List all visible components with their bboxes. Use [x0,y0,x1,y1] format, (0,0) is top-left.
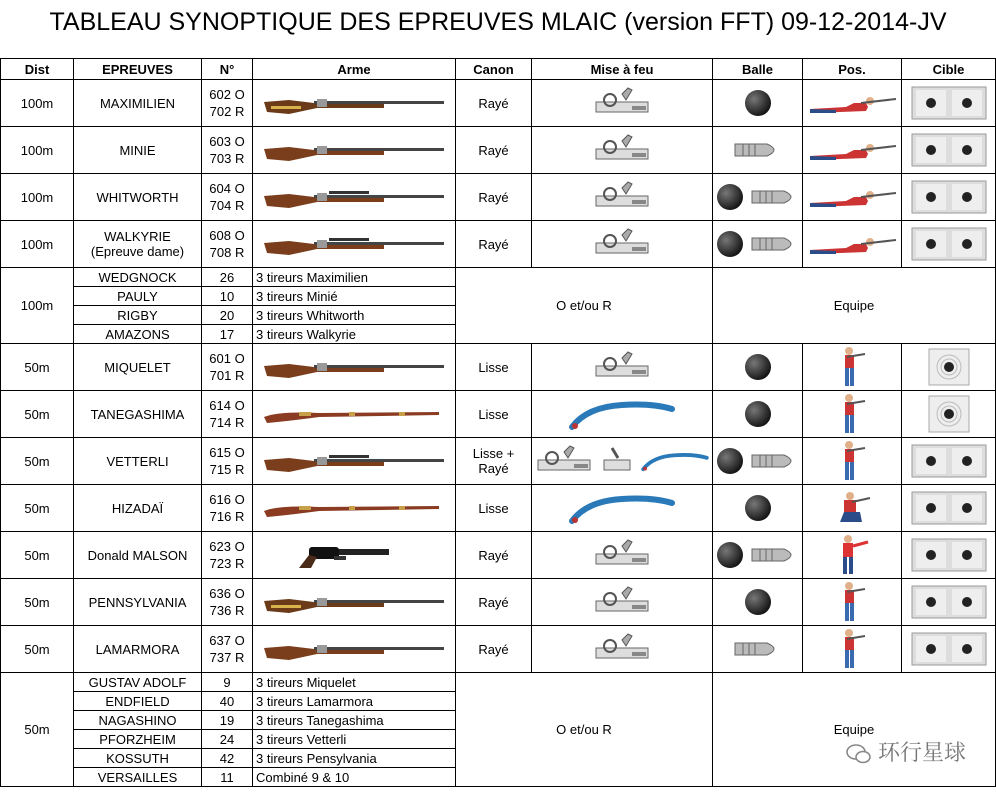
canon-text: Rayé [478,189,509,205]
team-event-desc: 3 tireurs Miquelet [253,673,456,692]
team-event-number: 11 [202,768,253,787]
team-event-number: 20 [202,306,253,325]
team-event-desc: 3 tireurs Lamarmora [253,692,456,711]
dist-cell: 50m [1,391,74,438]
team-event-name: AMAZONS [74,325,202,344]
team-event-name: RIGBY [74,306,202,325]
header-row [1,59,996,80]
rifle-brown-icon [259,634,449,664]
ball-cell [713,80,803,127]
team-event-name: VERSAILLES [74,768,202,787]
double-target-icon [910,85,988,121]
event-number-r: 702 R [209,104,245,119]
pistol-shooter-icon [834,534,870,576]
arme-cell [253,438,456,485]
event-row [1,127,996,174]
arme-cell [253,626,456,673]
header-epreuves: EPREUVES [74,59,202,80]
event-row [1,485,996,532]
header-cible: Cible [902,59,996,80]
event-name-cell [74,438,202,485]
event-name-cell [74,532,202,579]
fire-cell [532,532,713,579]
dist-cell: 100m [1,174,74,221]
event-number-r: 708 R [209,245,245,260]
pos-cell [803,221,902,268]
event-number-cell [202,532,253,579]
target-cell [902,127,996,174]
arme-cell [253,221,456,268]
fire-cell [532,174,713,221]
canon-cell [456,127,532,174]
pos-cell [803,579,902,626]
pos-cell [803,438,902,485]
minie-bullet-icon [750,545,800,565]
team-event-name: KOSSUTH [74,749,202,768]
event-number-o: 608 O [209,228,245,243]
target-cell [902,344,996,391]
event-number-o: 614 O [209,398,245,413]
standing-shooter-icon [837,581,867,623]
target-cell [902,221,996,268]
fire-cell [532,344,713,391]
team-event-number: 40 [202,692,253,711]
event-number-o: 615 O [209,445,245,460]
event-number-cell [202,174,253,221]
canon-text: Lisse [478,406,509,422]
minie-bullet-icon [750,234,800,254]
rifle-scope-icon [259,182,449,212]
round-ball-icon [715,540,745,570]
double-target-icon [910,179,988,215]
revolver-icon [259,540,449,570]
event-name-cell [74,391,202,438]
target-cell [902,626,996,673]
canon-cell [456,174,532,221]
team-event-row [1,268,996,287]
canon-cell [456,438,532,485]
arme-cell [253,174,456,221]
ball-cell [713,221,803,268]
single-target-icon [927,347,971,387]
double-target-icon [910,226,988,262]
round-ball-icon [743,88,773,118]
event-number-r: 716 R [209,509,245,524]
event-number-o: 623 O [209,539,245,554]
team-event-number: 42 [202,749,253,768]
prone-shooter-icon [806,185,898,209]
event-name: WHITWORTH [96,189,179,205]
arme-cell [253,344,456,391]
team-event-desc: Combiné 9 & 10 [253,768,456,787]
rifle-brown-icon [259,135,449,165]
ball-cell [713,127,803,174]
target-cell [902,174,996,221]
event-row [1,438,996,485]
event-number-cell [202,221,253,268]
event-name: PENNSYLVANIA [88,594,187,610]
arme-cell [253,80,456,127]
fire-cell [532,127,713,174]
event-number-r: 736 R [209,603,245,618]
event-number-o: 604 O [209,181,245,196]
team-event-desc: 3 tireurs Walkyrie [253,325,456,344]
match-cord-icon [567,491,677,525]
target-cell [902,80,996,127]
pos-cell [803,485,902,532]
team-event-number: 9 [202,673,253,692]
fire-cell [532,485,713,532]
dist-cell: 50m [1,626,74,673]
canon-text: Rayé [478,641,509,657]
team-event-name: ENDFIELD [74,692,202,711]
lock-icon [592,538,652,572]
canon-text: Lisse + [472,446,515,461]
lock-icon [592,585,652,619]
event-number-cell [202,626,253,673]
canon-cell [456,485,532,532]
event-number-o: 616 O [209,492,245,507]
team-event-desc: 3 tireurs Vetterli [253,730,456,749]
watermark-text: 环行星球 [877,741,966,766]
pos-cell [803,174,902,221]
standing-shooter-icon [837,440,867,482]
watermark [846,736,966,767]
event-name: WALKYRIE [104,229,171,244]
lock-icon [592,350,652,384]
team-event-name: WEDGNOCK [74,268,202,287]
team-canon-cell: O et/ou R [456,673,713,787]
event-number-r: 714 R [209,415,245,430]
arme-cell [253,391,456,438]
dist-cell: 50m [1,579,74,626]
canon-cell [456,532,532,579]
arme-cell [253,485,456,532]
ball-cell [713,485,803,532]
event-name-cell [74,344,202,391]
round-ball-icon [715,229,745,259]
dist-cell: 50m [1,438,74,485]
team-event-row [1,673,996,692]
event-name-cell [74,221,202,268]
event-row [1,221,996,268]
header-no: N° [202,59,253,80]
team-event-number: 19 [202,711,253,730]
minie-bullet-icon [733,140,783,160]
standing-shooter-icon [837,393,867,435]
pos-cell [803,532,902,579]
event-number-cell [202,127,253,174]
round-ball-icon [743,352,773,382]
arme-cell [253,127,456,174]
event-name-cell [74,127,202,174]
event-name: LAMARMORA [95,641,180,657]
team-event-number: 24 [202,730,253,749]
canon-text: Rayé [478,95,509,111]
kneeling-shooter-icon [832,490,872,526]
ball-cell [713,626,803,673]
pos-cell [803,344,902,391]
pos-cell [803,80,902,127]
round-ball-icon [743,399,773,429]
wechat-icon [846,743,872,765]
event-name: MAXIMILIEN [99,95,176,111]
prone-shooter-icon [806,138,898,162]
ball-cell [713,391,803,438]
event-number-o: 602 O [209,87,245,102]
dist-cell: 100m [1,268,74,344]
event-name-cell [74,485,202,532]
event-number-cell [202,344,253,391]
event-row [1,532,996,579]
event-number-o: 636 O [209,586,245,601]
double-target-icon [910,631,988,667]
target-cell [902,532,996,579]
canon-text-2: Rayé [478,461,509,476]
ball-cell [713,579,803,626]
double-target-icon [910,584,988,620]
fire-cell [532,438,713,485]
event-name-cell [74,579,202,626]
event-number-o: 603 O [209,134,245,149]
minie-bullet-icon [733,639,783,659]
canon-cell [456,626,532,673]
target-cell [902,579,996,626]
event-row [1,344,996,391]
team-event-desc: 3 tireurs Pensylvania [253,749,456,768]
canon-text: Rayé [478,547,509,563]
header-balle: Balle [713,59,803,80]
lock-icon [534,444,594,478]
event-name: VETTERLI [106,453,169,469]
rifle-gold-icon [259,88,449,118]
event-number-o: 637 O [209,633,245,648]
team-event-number: 10 [202,287,253,306]
ball-cell [713,174,803,221]
header-pos: Pos. [803,59,902,80]
match-cord-icon [640,444,710,478]
fire-cell [532,579,713,626]
event-number-cell [202,438,253,485]
lock-icon [592,180,652,214]
standing-shooter-icon [837,346,867,388]
dist-cell: 100m [1,80,74,127]
team-event-name: PAULY [74,287,202,306]
match-cord-icon [567,397,677,431]
single-target-icon [927,394,971,434]
team-event-desc: 3 tireurs Tanegashima [253,711,456,730]
event-name: HIZADAÏ [111,500,164,516]
dist-cell: 50m [1,344,74,391]
team-event-name: NAGASHINO [74,711,202,730]
canon-text: Rayé [478,142,509,158]
rifle-scope-icon [259,446,449,476]
double-target-icon [910,537,988,573]
rifle-scope-icon [259,229,449,259]
canon-cell [456,344,532,391]
target-cell [902,438,996,485]
target-cell [902,485,996,532]
dist-cell: 50m [1,673,74,787]
dist-cell: 100m [1,221,74,268]
target-cell [902,391,996,438]
lock-icon [592,632,652,666]
minie-bullet-icon [750,187,800,207]
event-number-o: 601 O [209,351,245,366]
ball-cell [713,438,803,485]
team-event-desc: 3 tireurs Minié [253,287,456,306]
team-event-number: 17 [202,325,253,344]
page-title: TABLEAU SYNOPTIQUE DES EPREUVES MLAIC (version FFT) 09-12-2014-JV [49,8,947,36]
team-cell: Equipe [713,673,996,787]
dist-cell: 50m [1,485,74,532]
rifle-gold-icon [259,587,449,617]
event-number-r: 701 R [209,368,245,383]
round-ball-icon [715,446,745,476]
event-number-r: 723 R [209,556,245,571]
canon-text: Rayé [478,236,509,252]
canon-cell [456,579,532,626]
pos-cell [803,391,902,438]
canon-cell [456,221,532,268]
standing-shooter-icon [837,628,867,670]
event-name-cell [74,174,202,221]
team-event-desc: 3 tireurs Whitworth [253,306,456,325]
round-ball-icon [715,182,745,212]
event-number-cell [202,80,253,127]
team-event-number: 26 [202,268,253,287]
pos-cell [803,626,902,673]
prone-shooter-icon [806,91,898,115]
fire-cell [532,221,713,268]
event-name-cell [74,626,202,673]
fire-cell [532,626,713,673]
event-row [1,626,996,673]
double-target-icon [910,490,988,526]
header-arme: Arme [253,59,456,80]
event-subname: (Epreuve dame) [90,244,185,259]
lock-icon [592,133,652,167]
team-event-name: GUSTAV ADOLF [74,673,202,692]
header-canon: Canon [456,59,532,80]
canon-text: Lisse [478,359,509,375]
flint-lock-icon [602,444,632,478]
round-ball-icon [743,587,773,617]
lock-icon [592,227,652,261]
event-number-r: 737 R [209,650,245,665]
event-name: MIQUELET [104,359,171,375]
canon-cell [456,80,532,127]
team-event-name: PFORZHEIM [74,730,202,749]
event-number-r: 715 R [209,462,245,477]
event-row [1,174,996,221]
ball-cell [713,344,803,391]
canon-cell [456,391,532,438]
events-table [0,58,996,787]
team-canon-cell: O et/ou R [456,268,713,344]
event-number-r: 703 R [209,151,245,166]
arme-cell [253,579,456,626]
team-event-desc: 3 tireurs Maximilien [253,268,456,287]
header-mise-a-feu: Mise à feu [532,59,713,80]
header-dist: Dist [1,59,74,80]
minie-bullet-icon [750,451,800,471]
fire-cell [532,80,713,127]
pos-cell [803,127,902,174]
round-ball-icon [743,493,773,523]
dist-cell: 100m [1,127,74,174]
canon-text: Rayé [478,594,509,610]
event-row [1,579,996,626]
matchlock-icon [259,399,449,429]
event-row [1,80,996,127]
event-number-cell [202,485,253,532]
prone-shooter-icon [806,232,898,256]
lock-icon [592,86,652,120]
event-name: TANEGASHIMA [90,406,185,422]
event-name: Donald MALSON [87,547,188,563]
event-name-cell [74,80,202,127]
event-number-r: 704 R [209,198,245,213]
double-target-icon [910,132,988,168]
event-number-cell [202,579,253,626]
rifle-brown-icon [259,352,449,382]
ball-cell [713,532,803,579]
arme-cell [253,532,456,579]
double-target-icon [910,443,988,479]
team-cell: Equipe [713,268,996,344]
fire-cell [532,391,713,438]
dist-cell: 50m [1,532,74,579]
event-name: MINIE [119,142,156,158]
event-number-cell [202,391,253,438]
matchlock-icon [259,493,449,523]
canon-text: Lisse [478,500,509,516]
event-row [1,391,996,438]
